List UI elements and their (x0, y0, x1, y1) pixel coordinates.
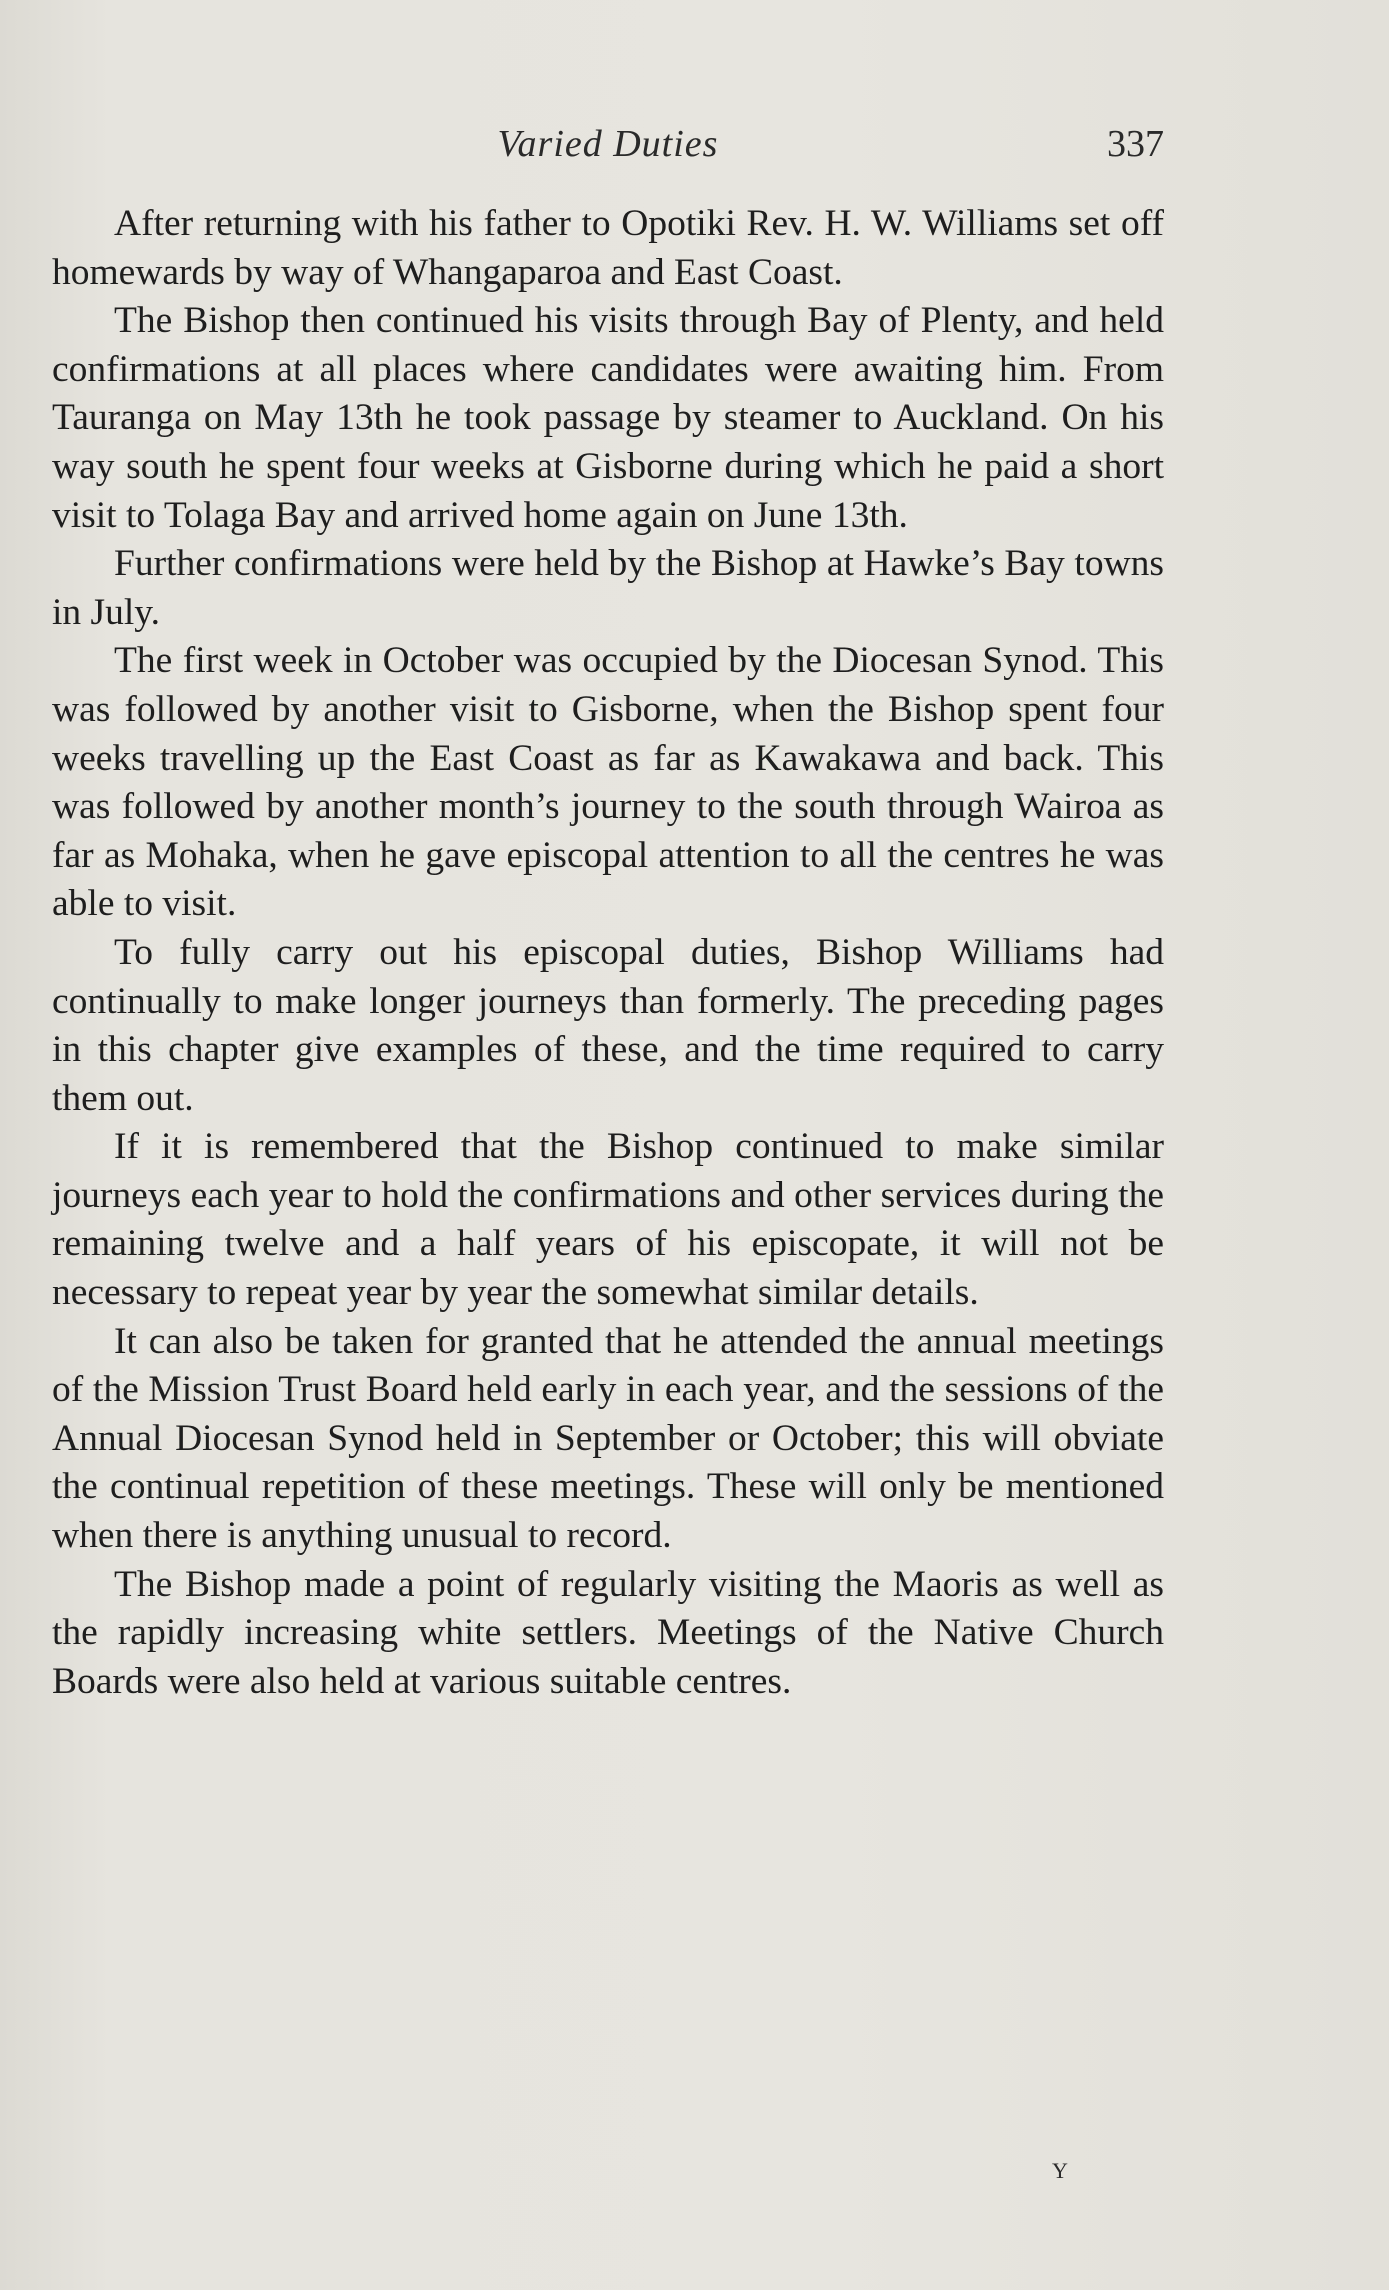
page-header (52, 118, 1164, 174)
running-title: Varied Duties (497, 123, 719, 165)
body-text (52, 200, 1164, 1706)
paragraph: After returning with his father to Opotiki Rev. H. W. Williams set off homewards by way of Whangaparoa and East Coast. (52, 203, 1164, 293)
paragraph: Further confirmations were held by the Bishop at Hawke’s Bay towns in July. (52, 543, 1164, 633)
paragraph: The Bishop made a point of regularly visiting the Maoris as well as the rapidly increasing white settlers. Meetings of the Native Church Boards were also held at various suitable centres. (52, 1563, 1164, 1702)
paragraph: The first week in October was occupied by the Diocesan Synod. This was followed by another visit to Gisborne, when the Bishop spent four weeks travelling up the East Coast as far as Kawakawa and back. This was followed by another month’s journey to the south through Wairoa as far as Mohaka, when he gave episcopal attention to all the centres he was able to visit. (52, 640, 1164, 925)
paragraph: To fully carry out his episcopal duties, Bishop Williams had continually to make longer journeys than formerly. The preceding pages in this chapter give examples of these, and the time required to carry them out. (52, 931, 1164, 1119)
paragraph: It can also be taken for granted that he attended the annual meetings of the Mission Trust Board held early in each year, and the sessions of the Annual Diocesan Synod held in September or October; this will obviate the continual repetition of these meetings. These will only be mentioned when there is anything unusual to record. (52, 1320, 1164, 1557)
signature-mark: Y (1052, 2158, 1069, 2183)
paragraph: The Bishop then continued his visits through Bay of Plenty, and held confirmations at all places where candidates were awaiting him. From Tauranga on May 13th he took passage by steamer to Auckland. On his way south he spent four weeks at Gisborne during which he paid a short visit to Tolaga Bay and arrived home again on June 13th. (52, 300, 1164, 536)
paragraph: If it is remembered that the Bishop continued to make similar journeys each year to hold the confirmations and other services during the remaining twelve and a half years of his episcopate, it will not be necessary to repeat year by year the somewhat similar details. (52, 1126, 1164, 1314)
page-number: 337 (1107, 123, 1164, 165)
